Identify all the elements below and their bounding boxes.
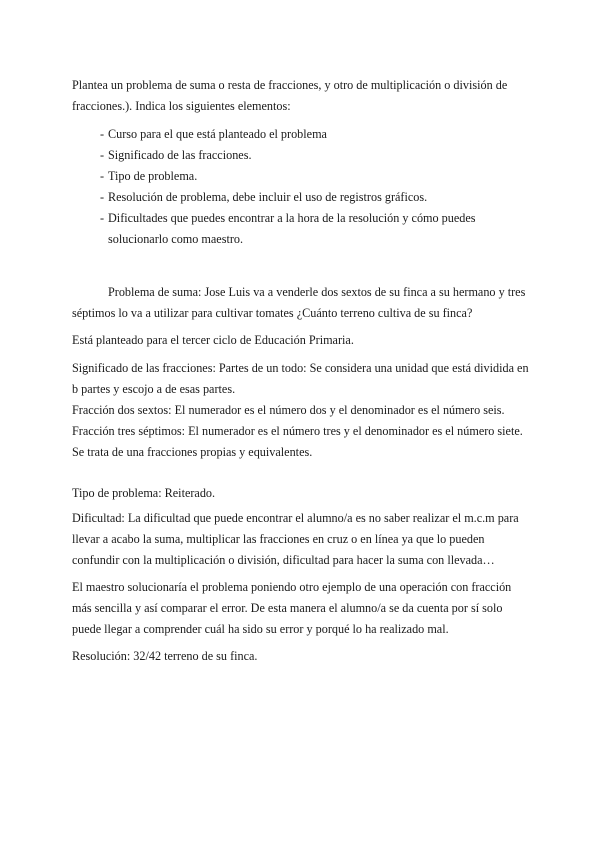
requirements-list (100, 124, 520, 250)
list-item-text: Resolución de problema, debe incluir el uso de registros gráficos. (108, 190, 428, 204)
problem-statement: Problema de suma: Jose Luis va a venderle dos sextos de su finca a su hermano y tres séptimos lo va a utilizar para cultivar tomates ¿Cuánto terreno cultiva de su finca? (72, 285, 526, 320)
meaning-line: Fracción dos sextos: El numerador es el número dos y el denominador es el número seis. (72, 403, 505, 417)
difficulty-paragraph: Dificultad: La dificultad que puede encontrar el alumno/a es no saber realizar el m.c.m para llevar a acabo la suma, multiplicar las fracciones en cruz o en línea ya que lo pueden confundir con la multiplicación o división, dificultad para hacer la suma con llevada… (72, 511, 519, 567)
list-item (100, 208, 520, 250)
list-bullet: - (100, 190, 105, 204)
list-item-text: Significado de las fracciones. (108, 148, 252, 162)
meaning-line: Significado de las fracciones: Partes de un todo: Se considera una unidad que está dividida en b partes y escojo a de esas partes. (72, 361, 529, 396)
list-item (100, 166, 520, 187)
problem-type-paragraph: Tipo de problema: Reiterado. (72, 486, 216, 500)
list-item-text: Curso para el que está planteado el problema (108, 127, 327, 141)
teacher-solution-paragraph: El maestro solucionaría el problema poniendo otro ejemplo de una operación con fracción más sencilla y así comparar el error. De esta manera el alumno/a se da cuenta por sí solo puede llegar a comprender cuál ha sido su error y porqué lo ha realizado mal. (72, 580, 512, 636)
meaning-section (72, 358, 532, 463)
course-paragraph: Está planteado para el tercer ciclo de Educación Primaria. (72, 333, 354, 347)
intro-paragraph: Plantea un problema de suma o resta de fracciones, y otro de multiplicación o división de fracciones.). Indica los siguientes elementos: (72, 78, 508, 113)
meaning-line: Fracción tres séptimos: El numerador es el número tres y el denominador es el número siete. (72, 424, 523, 438)
list-item-text: Dificultades que puedes encontrar a la hora de la resolución y cómo puedes solucionarlo como maestro. (108, 211, 476, 246)
resolution-paragraph: Resolución: 32/42 terreno de su finca. (72, 649, 258, 663)
list-bullet: - (100, 169, 105, 183)
list-bullet: - (100, 148, 105, 162)
meaning-line: Se trata de una fracciones propias y equivalentes. (72, 445, 313, 459)
list-item-text: Tipo de problema. (108, 169, 198, 183)
list-item (100, 187, 520, 208)
list-bullet: - (100, 211, 105, 225)
list-bullet: - (100, 127, 105, 141)
list-item (100, 124, 520, 145)
list-item (100, 145, 520, 166)
